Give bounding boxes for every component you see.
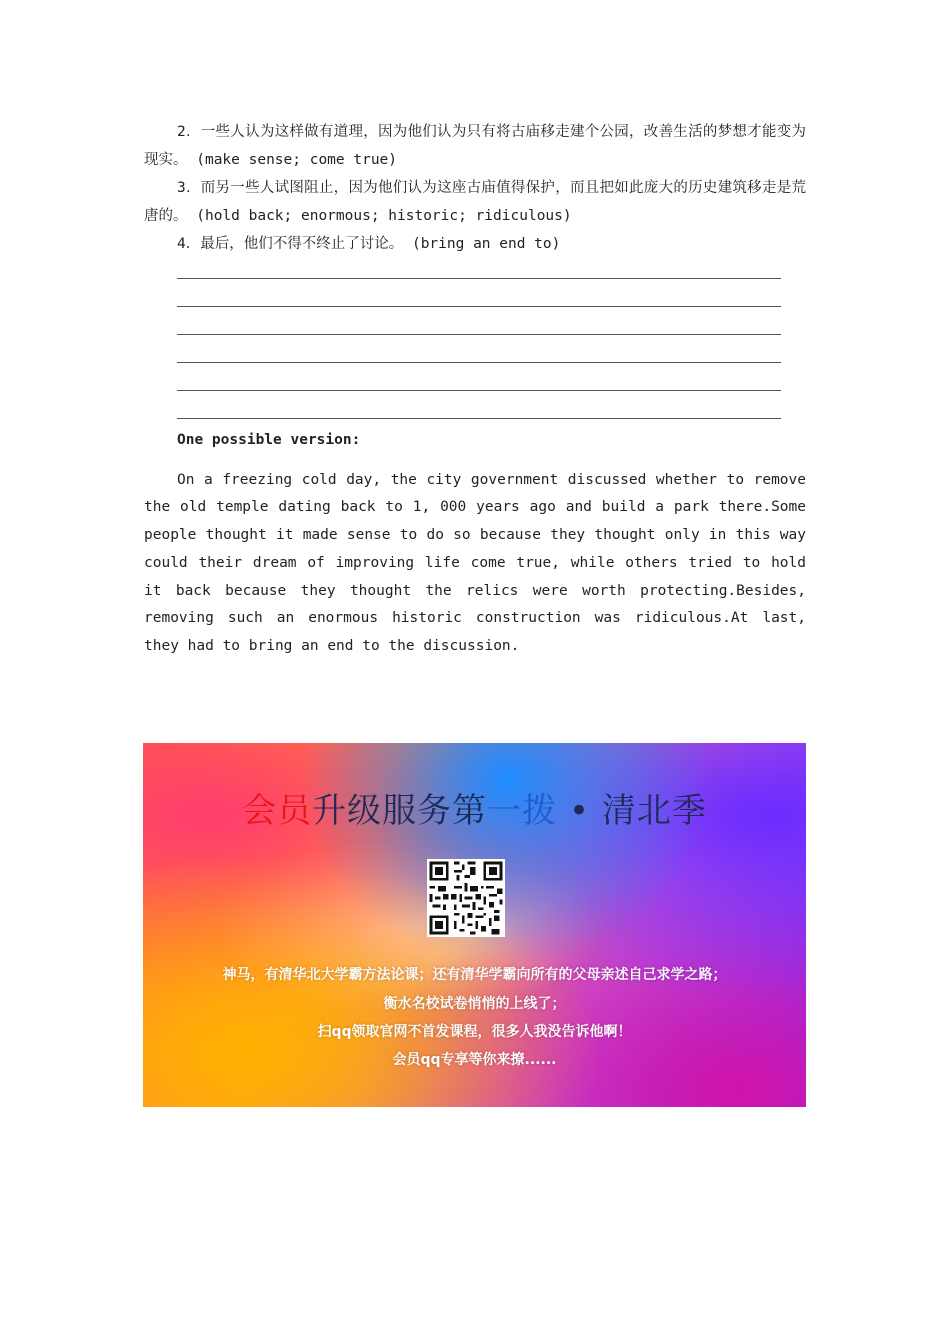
answer-blank-line [177, 334, 781, 335]
answer-blank-line [177, 278, 781, 279]
banner-title-part: 会员 [242, 791, 313, 831]
answer-blank-line [177, 362, 781, 363]
banner-line: 会员qq专享等你来撩...... [392, 1052, 557, 1068]
banner-title [143, 783, 806, 832]
question-3: 3．而另一些人试图阻止，因为他们认为这座古庙值得保护，而且把如此庞大的历史建筑移走是荒唐的。 (hold back; enormous; historic; ridiculous) [144, 180, 806, 224]
answer-label: One possible version: [177, 432, 361, 448]
question-list [144, 118, 806, 258]
banner-line: 扫qq领取官网不首发课程，很多人我没告诉他啊！ [317, 1024, 632, 1040]
question-4: 4．最后，他们不得不终止了讨论。 (bring an end to) [177, 236, 561, 252]
banner-line: 神马，有清华北大学霸方法论课；还有清华学霸向所有的父母亲述自己求学之路； [222, 967, 727, 983]
answer-text: On a freezing cold day, the city government discussed whether to remove the old temple dating back to 1, 000 years ago and build a park there.Some people thought it made sense to do so because they thought only in this way could their dream of improving life come true, while others tried to hold it back because they thought the relics were worth protecting.Besides, removing such an enormous historic construction was ridiculous.At last, they had to bring an end to the discussion. [144, 471, 806, 655]
answer-blank-line [177, 390, 781, 391]
banner-title-part: 升级服务第 [312, 791, 488, 831]
answer-blank-line [177, 306, 781, 307]
qr-code-icon [427, 859, 505, 937]
promo-banner [143, 743, 806, 1107]
answer-blank-line [177, 418, 781, 419]
banner-line: 衡水名校试卷悄悄的上线了； [383, 996, 566, 1012]
banner-title-part: 一拨 [487, 791, 558, 831]
banner-title-part: • 清北季 [557, 791, 707, 831]
question-2: 2．一些人认为这样做有道理，因为他们认为只有将古庙移走建个公园，改善生活的梦想才能变为现实。 (make sense; come true) [144, 124, 806, 168]
